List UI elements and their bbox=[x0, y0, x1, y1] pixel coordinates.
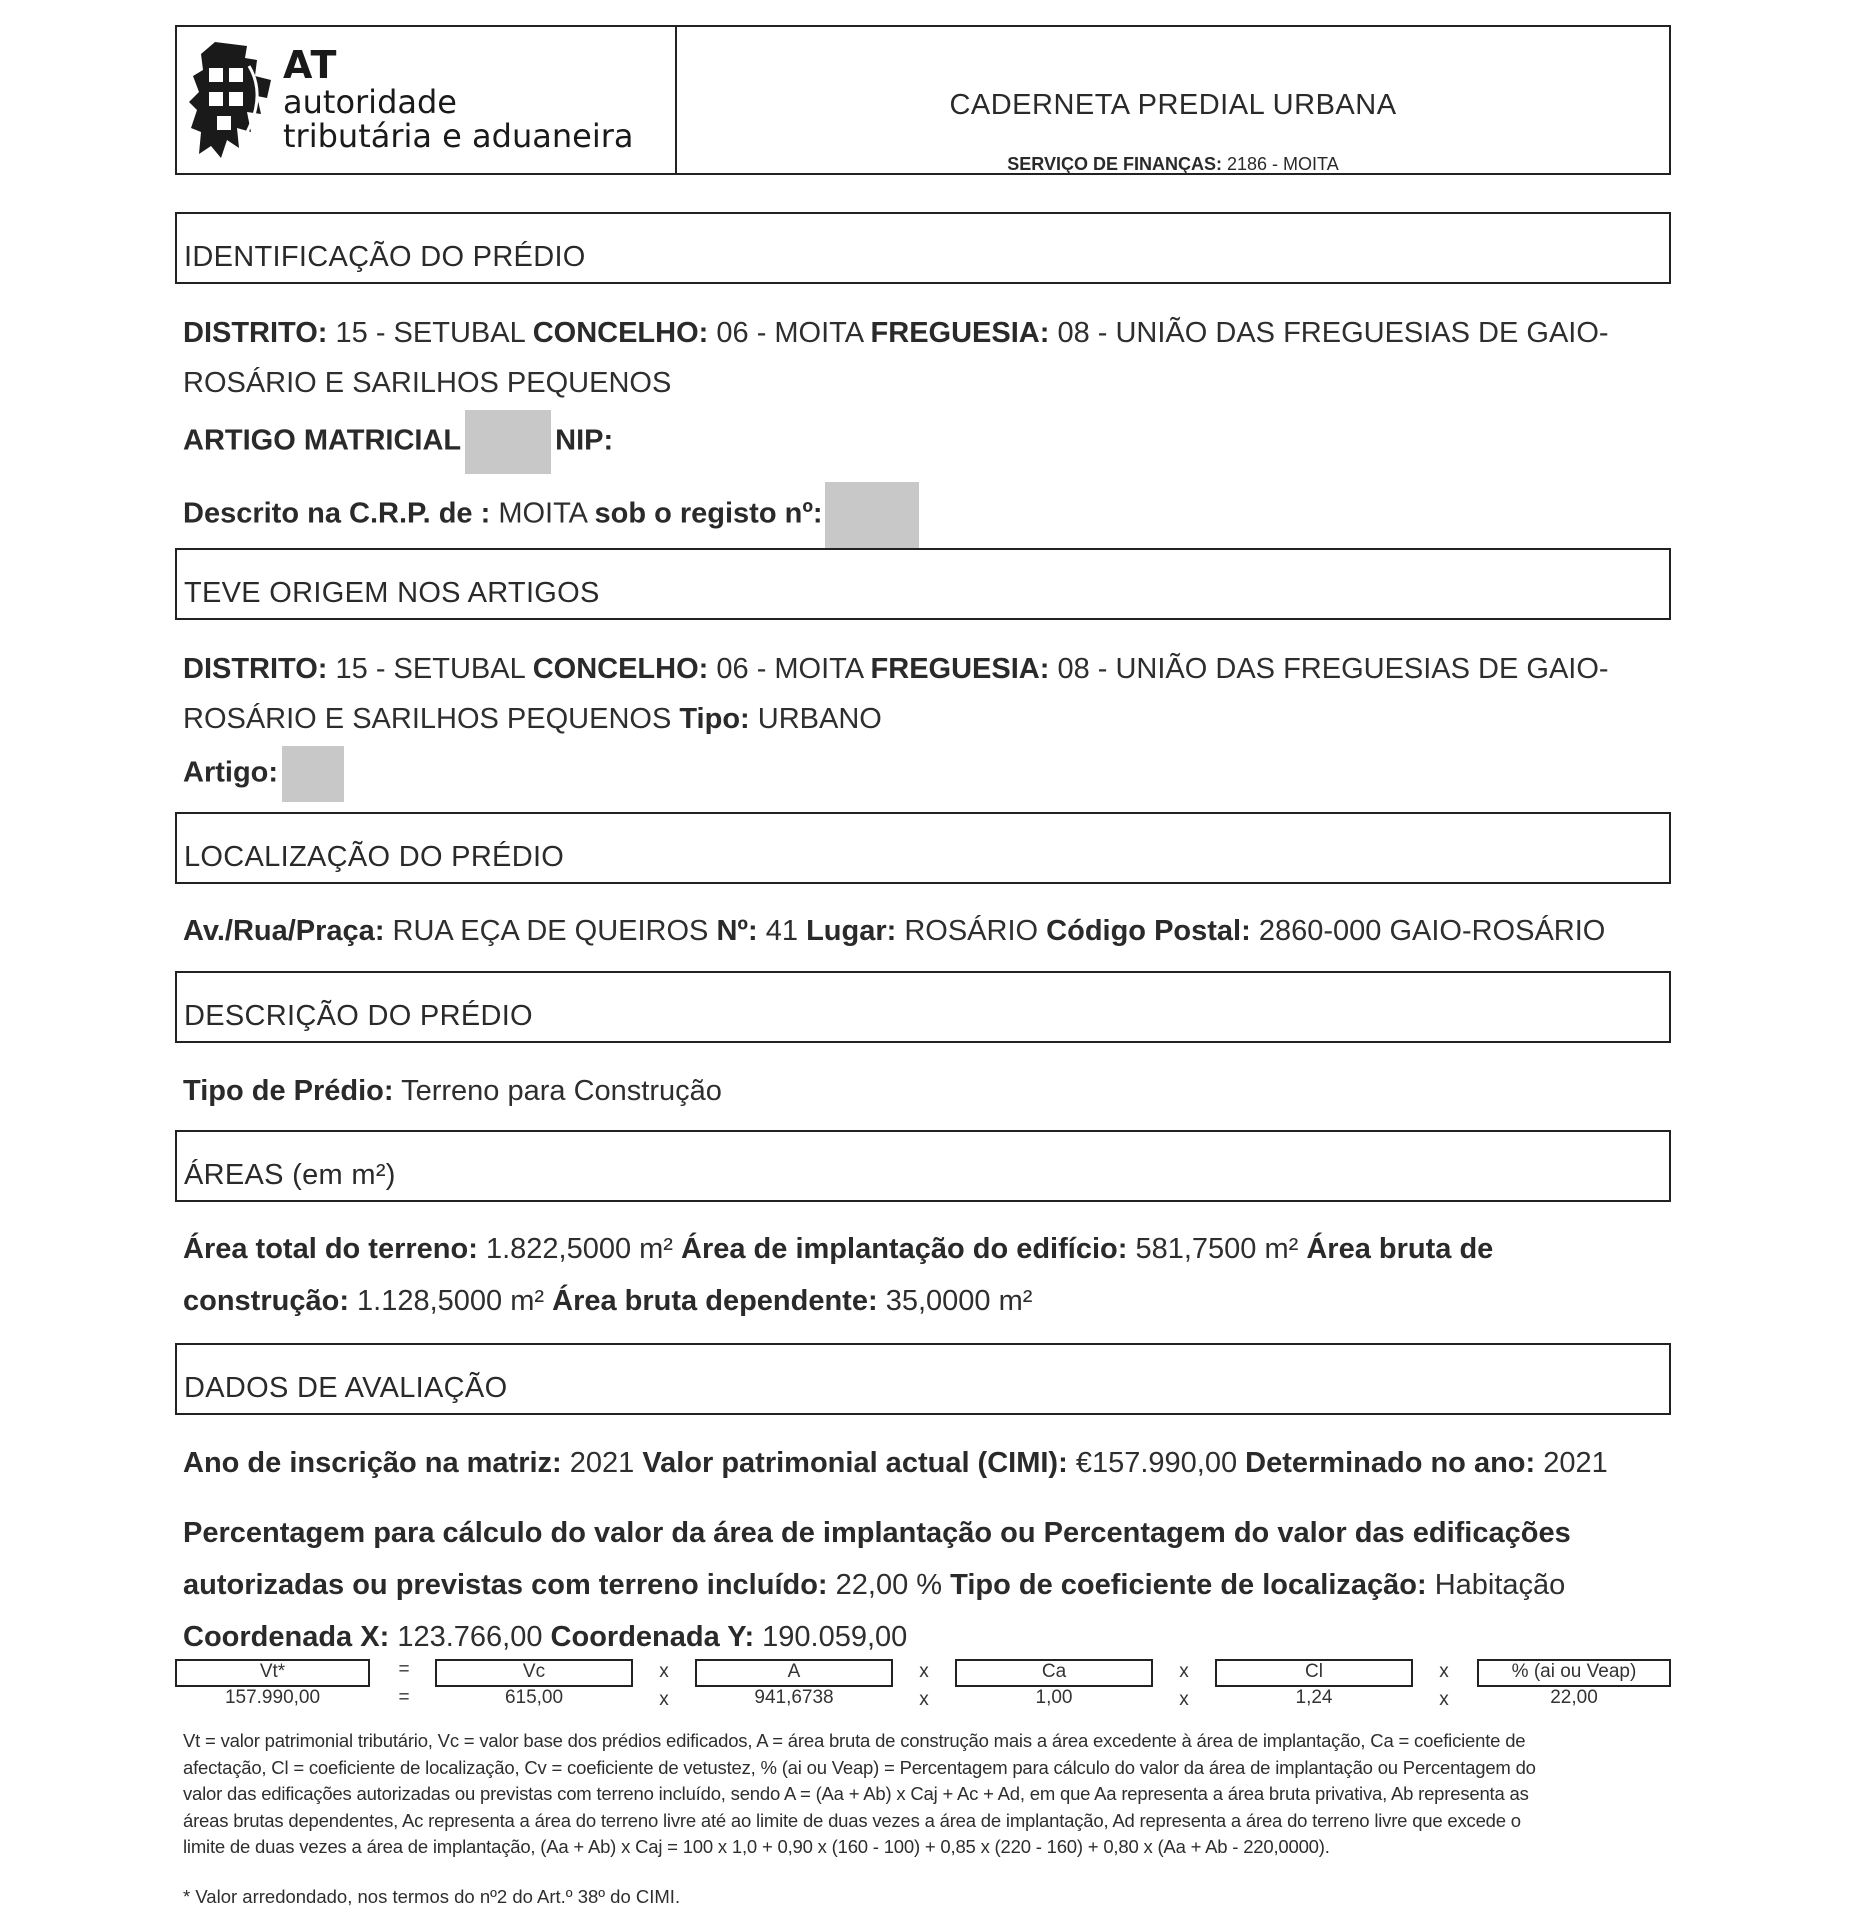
shield-emblem-icon bbox=[187, 36, 277, 164]
logo-line-3: tributária e aduaneira bbox=[283, 116, 634, 155]
value: ROSÁRIO E SARILHOS PEQUENOS bbox=[183, 703, 672, 735]
localizacao-line bbox=[183, 906, 1663, 956]
formula-operator: x bbox=[1439, 1689, 1449, 1710]
label: DISTRITO: bbox=[183, 653, 328, 685]
id-location-line-1 bbox=[183, 308, 1663, 358]
logo-line-2: autoridade bbox=[283, 83, 457, 122]
avaliacao-line-3 bbox=[183, 1560, 1663, 1610]
section-localizacao bbox=[175, 812, 1671, 884]
title-cell bbox=[677, 27, 1669, 173]
origem-location-line-2 bbox=[183, 694, 1663, 744]
value: €157.990,00 bbox=[1075, 1447, 1238, 1479]
label: Coordenada Y: bbox=[550, 1621, 755, 1653]
formula-operator: x bbox=[1179, 1689, 1189, 1710]
avaliacao-line-2 bbox=[183, 1508, 1663, 1558]
value: ROSÁRIO E SARILHOS PEQUENOS bbox=[183, 367, 672, 399]
formula-operator: x bbox=[659, 1689, 669, 1710]
label: Código Postal: bbox=[1046, 915, 1251, 947]
section-avaliacao bbox=[175, 1343, 1671, 1415]
tipo-predio-line bbox=[183, 1066, 1663, 1116]
coordenadas-line bbox=[183, 1612, 1663, 1662]
value: Terreno para Construção bbox=[401, 1075, 722, 1107]
section-heading: TEVE ORIGEM NOS ARTIGOS bbox=[184, 577, 600, 609]
label: Determinado no ano: bbox=[1245, 1447, 1536, 1479]
formula-header-ca: Ca bbox=[955, 1659, 1153, 1687]
label: Lugar: bbox=[806, 915, 897, 947]
value: 1.822,5000 m² bbox=[485, 1233, 673, 1265]
redacted-registo bbox=[825, 482, 919, 548]
id-location-line-2 bbox=[183, 358, 1663, 408]
areas-line-1 bbox=[183, 1224, 1663, 1274]
formula-operator: x bbox=[1439, 1661, 1449, 1682]
tax-office bbox=[677, 154, 1669, 175]
formula-header-a: A bbox=[695, 1659, 893, 1687]
label: Av./Rua/Praça: bbox=[183, 915, 385, 947]
label: Tipo de Prédio: bbox=[183, 1075, 394, 1107]
section-heading: DESCRIÇÃO DO PRÉDIO bbox=[184, 1000, 533, 1032]
label: construção: bbox=[183, 1285, 349, 1317]
value: 22,00 % bbox=[835, 1569, 943, 1601]
label: Percentagem para cálculo do valor da área de implantação ou Percentagem do valor das edificações bbox=[183, 1517, 1571, 1549]
section-descricao bbox=[175, 971, 1671, 1043]
legend-line: áreas brutas dependentes, Ac representa a área do terreno livre até ao limite de duas vezes a área de implantação, Ad representa a área do terreno livre que excede o bbox=[183, 1809, 1521, 1831]
section-heading: LOCALIZAÇÃO DO PRÉDIO bbox=[184, 841, 565, 873]
value: 190.059,00 bbox=[762, 1621, 908, 1653]
label: Área total do terreno: bbox=[183, 1233, 478, 1265]
section-identificacao bbox=[175, 212, 1671, 284]
formula-operator: = bbox=[398, 1659, 410, 1680]
legend-line: valor das edificações autorizadas ou previstas com terreno incluído, sendo A = (Aa + Ab) x Caj + Ac + Ad, em que Aa representa a área bruta privativa, Ab representa as bbox=[183, 1783, 1529, 1804]
label: Nº: bbox=[716, 915, 758, 947]
areas-line-2 bbox=[183, 1276, 1663, 1326]
crp-line bbox=[183, 482, 1663, 548]
value: RUA EÇA DE QUEIROS bbox=[392, 915, 709, 947]
label: Tipo de coeficiente de localização: bbox=[950, 1569, 1427, 1601]
redacted-origem-artigo bbox=[282, 746, 344, 802]
label: Área de implantação do edifício: bbox=[681, 1233, 1128, 1265]
value: 2021 bbox=[569, 1447, 635, 1479]
formula-operator: x bbox=[919, 1661, 929, 1682]
value: 06 - MOITA bbox=[716, 653, 863, 685]
label: autorizadas ou previstas com terreno incluído: bbox=[183, 1569, 828, 1601]
value: 581,7500 m² bbox=[1135, 1233, 1299, 1265]
value: 41 bbox=[765, 915, 798, 947]
formula-operator: = bbox=[398, 1687, 410, 1708]
label: Área bruta dependente: bbox=[552, 1285, 878, 1317]
value: Habitação bbox=[1434, 1569, 1566, 1601]
logo-at: AT bbox=[283, 43, 338, 88]
formula-header-vc: Vc bbox=[435, 1659, 633, 1687]
label: sob o registo nº: bbox=[594, 497, 823, 530]
label: DISTRITO: bbox=[183, 317, 328, 349]
section-origem bbox=[175, 548, 1671, 620]
avaliacao-line-1 bbox=[183, 1438, 1663, 1488]
value: 35,0000 m² bbox=[885, 1285, 1033, 1317]
formula-header-cl: Cl bbox=[1215, 1659, 1413, 1687]
artigo-matricial-line bbox=[183, 410, 1663, 474]
formula-value-vt: 157.990,00 bbox=[224, 1687, 321, 1708]
tax-office-label: SERVIÇO DE FINANÇAS: bbox=[1007, 154, 1222, 174]
label: Tipo: bbox=[679, 703, 750, 735]
label: CONCELHO: bbox=[532, 317, 709, 349]
formula-value-percent: 22,00 bbox=[1550, 1687, 1598, 1708]
label: Coordenada X: bbox=[183, 1621, 390, 1653]
tax-office-value: 2186 - MOITA bbox=[1227, 154, 1339, 174]
value: 1.128,5000 m² bbox=[357, 1285, 545, 1317]
value: 2860-000 GAIO-ROSÁRIO bbox=[1258, 915, 1606, 947]
formula-header-percent: % (ai ou Veap) bbox=[1477, 1659, 1671, 1687]
formula-value-cl: 1,24 bbox=[1295, 1687, 1333, 1708]
label: CONCELHO: bbox=[532, 653, 709, 685]
value: 2021 bbox=[1543, 1447, 1608, 1479]
value: MOITA bbox=[498, 497, 587, 530]
section-heading: IDENTIFICAÇÃO DO PRÉDIO bbox=[184, 241, 586, 273]
section-heading: DADOS DE AVALIAÇÃO bbox=[184, 1372, 508, 1404]
formula-operator: x bbox=[659, 1661, 669, 1682]
redacted-artigo bbox=[465, 410, 551, 474]
value: 15 - SETUBAL bbox=[335, 653, 525, 685]
label: ARTIGO MATRICIAL bbox=[183, 424, 462, 457]
label: Descrito na C.R.P. de : bbox=[183, 497, 491, 530]
value: ROSÁRIO bbox=[904, 915, 1039, 947]
formula-value-ca: 1,00 bbox=[1035, 1687, 1073, 1708]
value: 15 - SETUBAL bbox=[335, 317, 525, 349]
label: NIP: bbox=[555, 424, 614, 457]
value: 06 - MOITA bbox=[716, 317, 863, 349]
formula-header-vt: Vt* bbox=[175, 1659, 370, 1687]
legend-line: afectação, Cl = coeficiente de localização, Cv = coeficiente de vetustez, % (ai ou Veap) = Percentagem para cálculo do valor da área de implantação ou Percentagem do bbox=[183, 1756, 1536, 1778]
at-logo bbox=[177, 27, 677, 173]
document-header bbox=[175, 25, 1671, 175]
value: 123.766,00 bbox=[397, 1621, 543, 1653]
label: Área bruta de bbox=[1306, 1233, 1494, 1265]
formula-operator: x bbox=[1179, 1661, 1189, 1682]
document-title: CADERNETA PREDIAL URBANA bbox=[949, 89, 1397, 121]
value: URBANO bbox=[757, 703, 882, 735]
label: FREGUESIA: bbox=[870, 653, 1050, 685]
label: FREGUESIA: bbox=[870, 317, 1050, 349]
formula-legend bbox=[183, 1728, 1653, 1861]
origem-artigo-line bbox=[183, 746, 1663, 802]
legend-line: limite de duas vezes a área de implantação, (Aa + Ab) x Caj = 100 x 1,0 + 0,90 x (160 - 100) + 0,85 x (220 - 160) + 0,80 x (Aa + Ab - 220,0000). bbox=[183, 1836, 1330, 1857]
label: Artigo: bbox=[183, 756, 279, 789]
legend-line: Vt = valor patrimonial tributário, Vc = valor base dos prédios edificados, A = área bruta de construção mais a área excedente à área de implantação, Ca = coeficiente de bbox=[183, 1730, 1526, 1751]
value: 08 - UNIÃO DAS FREGUESIAS DE GAIO- bbox=[1057, 653, 1609, 685]
section-areas bbox=[175, 1130, 1671, 1202]
formula-value-vc: 615,00 bbox=[504, 1687, 564, 1708]
label: Valor patrimonial actual (CIMI): bbox=[642, 1447, 1068, 1479]
footnote: * Valor arredondado, nos termos do nº2 do Art.º 38º do CIMI. bbox=[183, 1886, 681, 1907]
value: 08 - UNIÃO DAS FREGUESIAS DE GAIO- bbox=[1057, 317, 1609, 349]
origem-location-line-1 bbox=[183, 644, 1663, 694]
formula-value-a: 941,6738 bbox=[754, 1687, 834, 1708]
formula-operator: x bbox=[919, 1689, 929, 1710]
logo-wordmark bbox=[283, 43, 634, 155]
label: Ano de inscrição na matriz: bbox=[183, 1447, 562, 1479]
section-heading: ÁREAS (em m²) bbox=[184, 1159, 396, 1191]
